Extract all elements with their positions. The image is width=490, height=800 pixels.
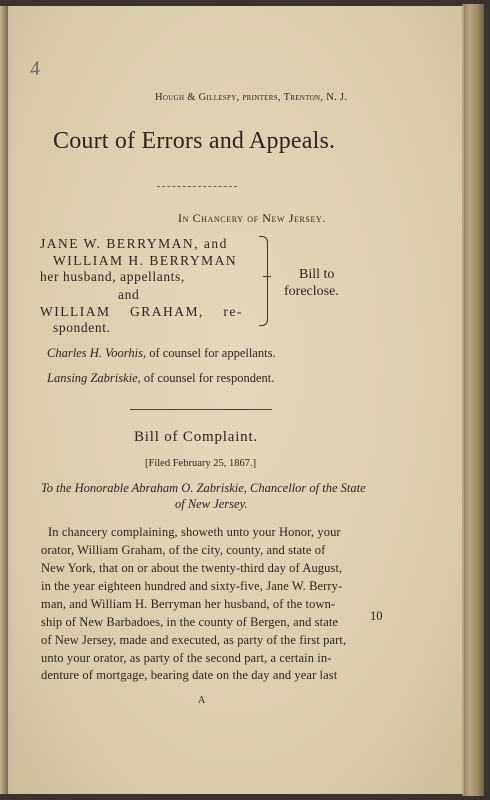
section-rule xyxy=(130,409,272,410)
filed-note: [Filed February 25, 1867.] xyxy=(145,458,257,469)
body-text-line: in the year eighteen hundred and sixty-five, Jane W. Berry- xyxy=(41,579,343,593)
bracket-brace-point xyxy=(263,276,271,277)
party-line: WILLIAM GRAHAM, re- xyxy=(40,304,243,319)
ornamental-rule xyxy=(157,186,237,187)
party-line: spondent. xyxy=(53,320,111,335)
bill-label-line: Bill to xyxy=(299,267,335,282)
party-line: her husband, appellants, xyxy=(40,269,185,284)
addressee-line: To the Honorable Abraham O. Zabriskie, Chancellor of the State xyxy=(41,481,366,495)
party-line: JANE W. BERRYMAN, and xyxy=(40,236,228,251)
body-text-line: unto your orator, as party of the second part, a certain in- xyxy=(41,651,332,665)
counsel-role: , of counsel for appellants. xyxy=(142,346,276,360)
counsel-name: Lansing Zabriskie xyxy=(47,371,138,385)
body-text-line: New York, that on or about the twenty-third day of August, xyxy=(41,561,343,575)
counsel-appellants xyxy=(47,346,276,361)
bracket-brace xyxy=(259,236,268,326)
page-edge-stack xyxy=(462,4,484,796)
bill-label-line: foreclose. xyxy=(284,284,339,299)
counsel-role: , of counsel for respondent. xyxy=(137,371,275,385)
body-text-line: In chancery complaining, showeth unto your Honor, your xyxy=(48,525,341,539)
printer-imprint: Hough & Gillespy, printers, Trenton, N. J. xyxy=(155,92,348,103)
counsel-respondent xyxy=(47,371,274,386)
line-number: 10 xyxy=(370,609,383,623)
complaint-title: Bill of Complaint. xyxy=(134,429,258,445)
body-text-line: man, and William H. Berryman her husband, of the town- xyxy=(41,597,336,611)
body-text-line: orator, William Graham, of the city, county, and state of xyxy=(41,543,326,557)
page-gutter-shadow xyxy=(0,6,14,794)
court-title: Court of Errors and Appeals. xyxy=(53,128,336,154)
signature-mark: A xyxy=(198,695,206,706)
counsel-name: Charles H. Voorhis xyxy=(47,346,143,360)
body-text-line: denture of mortgage, bearing date on the day and year last xyxy=(41,668,338,682)
party-line: WILLIAM H. BERRYMAN xyxy=(53,253,238,268)
party-line: and xyxy=(118,287,140,302)
addressee-line: of New Jersey. xyxy=(175,497,248,511)
body-text-line: of New Jersey, made and executed, as party of the first part, xyxy=(41,633,347,647)
chancery-heading: In Chancery of New Jersey. xyxy=(178,211,326,225)
margin-annotation: 4 xyxy=(28,57,42,81)
body-text-line: ship of New Barbadoes, in the county of Bergen, and state xyxy=(41,615,339,629)
